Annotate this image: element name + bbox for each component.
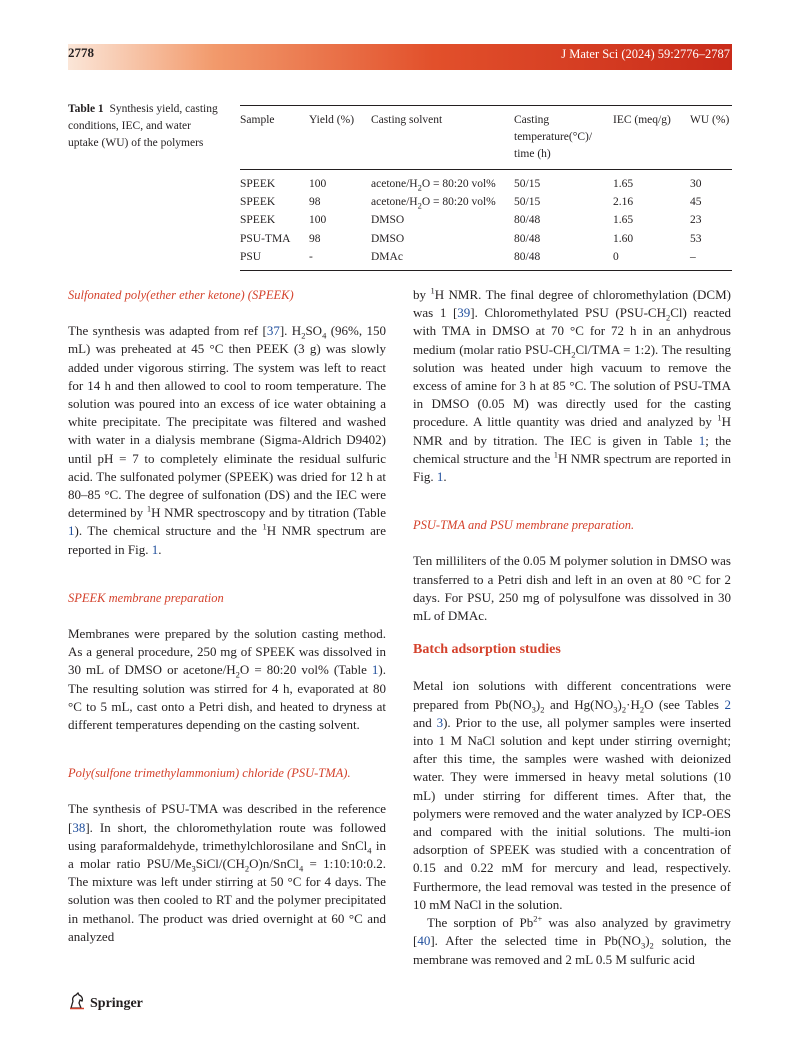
- left-column: [68, 286, 386, 946]
- table-row: [240, 193, 732, 211]
- paragraph-psu-tma: The synthesis of PSU-TMA was described in the reference [38]. In short, the chloromethylation route was followed using paraformaldehyde, trimethylchlorosilane and SnCl$_4$ in a molar ratio PSU/$Me_3SiCl/(CH_2O)n/SnCl_4$ = 1:10:10:0.2. The mixture was left under stirring at 50 °C for 4 days. The solution was then cooled to RT and the polymer precipitated in methanol. The product was dried overnight at 60 °C and analyzed: [68, 801, 386, 944]
- table-row: [240, 211, 732, 229]
- paragraph-speek-membrane: Membranes were prepared by the solution casting method. As a general procedure, 250 mg of SPEEK was dissolved in 30 mL of DMSO or acetone/$H_2O$ = 80:20 vol% (Table 1). The resulting solution was stirred for 4 h, evaporated at 80 °C to 5 mL, cast onto a Petri dish, and heated to dryness at different temperatures depending on the casting solvent.: [68, 626, 386, 733]
- table-cell: 1.65: [613, 178, 634, 190]
- table-cell: 98: [309, 196, 321, 209]
- paragraph-psu-membrane: Ten milliliters of the 0.05 M polymer solution in DMSO was transferred to a Petri dish and left in an oven at 80 °C for 2 days. For PSU, 250 mg of polysulfone was dissolved in 30 mL of DMAc.: [413, 553, 731, 624]
- table-cell: 100: [309, 214, 327, 227]
- table-cell: SPEEK: [240, 196, 276, 209]
- springer-horse-icon: [68, 992, 86, 1010]
- paragraph-speek: The synthesis was adapted from ref [37]. $H_2SO_4$ (96%, 150 mL) was preheated at 45 °C then PEEK (3 g) was slowly added under vigorous stirring. The system was left to react for 14 h and then allowed to cool to room temperature. The solution was poured into an excess of ice water obtaining a white precipitate. The precipitate was filtered and washed with water in a dialysis membrane (Sigma-Aldrich D9402) until pH = 7 to completely eliminate the residual sulfuric acid. The sulfonated polymer (SPEEK) was dried for 12 h at 80–85 °C. The degree of sulfonation (DS) and the IEC were determined by $^1$H NMR spectroscopy and by titration (Table 1). The chemical structure and the $^1$H NMR spectrum are reported in Fig. 1.: [68, 323, 386, 557]
- col-header: Yield (%): [309, 106, 371, 170]
- table-cell: 80/48: [514, 232, 541, 245]
- journal-citation: J Mater Sci (2024) 59:2776–2787: [561, 47, 730, 61]
- table-cell: 98: [309, 232, 321, 245]
- table-cell: 30: [690, 178, 702, 190]
- table-cell: -: [309, 248, 371, 271]
- table-cell: PSU: [240, 248, 309, 271]
- table-cell: 53: [690, 232, 702, 245]
- table-cell: 50/15: [514, 196, 541, 209]
- table-header-row: [240, 106, 732, 170]
- col-header: Casting solvent: [371, 106, 514, 170]
- subheading-speek-membrane: SPEEK membrane preparation: [68, 590, 224, 605]
- table-cell: 80/48: [514, 248, 613, 271]
- col-header: IEC (meq/g): [613, 106, 690, 170]
- table-caption-text: Synthesis yield, casting conditions, IEC, and water uptake (WU) of the polymers: [68, 103, 218, 149]
- table-cell: 100: [309, 178, 327, 190]
- page-number: 2778: [68, 45, 94, 60]
- table-body: [240, 170, 732, 271]
- subheading-psu-tma: Poly(sulfone trimethylammonium) chloride (PSU-TMA).: [68, 766, 351, 781]
- table-caption: [68, 101, 218, 152]
- table-cell: 50/15: [514, 178, 541, 190]
- table-cell: 45: [690, 196, 702, 209]
- table-cell: 80/48: [514, 214, 541, 227]
- table-cell: –: [690, 248, 732, 271]
- col-header: WU (%): [690, 106, 732, 170]
- section-heading-batch: Batch adsorption studies: [413, 642, 561, 658]
- publisher-name: Springer: [90, 996, 143, 1011]
- paragraph-sorption: The sorption of $Pb^{2+}$ was also analyzed by gravimetry [40]. After the selected time in $Pb(NO_3)_2$ solution, the membrane was removed and 2 mL 0.5 M sulfuric acid: [413, 913, 731, 967]
- table-row: [240, 230, 732, 248]
- table-cell: 1.60: [613, 232, 634, 245]
- table-cell: 1.65: [613, 214, 634, 227]
- table-cell: DMAc: [371, 248, 514, 271]
- table-row: [240, 248, 732, 271]
- table-cell: PSU-TMA: [240, 232, 291, 245]
- table-1: [240, 105, 732, 271]
- col-header: Sample: [240, 106, 309, 170]
- table-cell: DMSO: [371, 214, 405, 227]
- table-cell: DMSO: [371, 232, 405, 245]
- right-column: [413, 286, 731, 969]
- table-row: [240, 170, 732, 194]
- paragraph-batch: Metal ion solutions with different concentrations were prepared from $Pb(NO_3)_2$ and $Hg(NO_3)_2\cdot H_2O$ (see Tables 2 and 3). Prior to the use, all polymer samples were inserted into 1 M NaCl solution and kept under stirring overnight; after this time, the samples were washed with deionized water. They were immersed in heavy metal solutions (10 mL) under stirring for different times. After that, the polymers were removed and the water analyzed by ICP-OES and compared with the initial solutions. The multi-ion adsorption of SPEEK was studied with a concentration of 0.15 and 0.22 mM for mercury and lead, respectively. Furthermore, the lead removal was tested in the presence of 10 mM NaCl in the solution.: [413, 678, 732, 912]
- footer-publisher: [68, 992, 143, 1012]
- table-cell: SPEEK: [240, 214, 276, 227]
- subheading-psu-membrane: PSU-TMA and PSU membrane preparation.: [413, 518, 635, 533]
- subheading-speek: Sulfonated poly(ether ether ketone) (SPEEK): [68, 288, 294, 302]
- paragraph-psu-continued: by $^1$H NMR. The final degree of chloromethylation (DCM) was 1 [39]. Chloromethylated PSU $(PSU-CH_2Cl)$ reacted with TMA in DMSO at 70 °C for 72 h in an anhydrous medium (molar ratio PSU-$CH_2Cl$/TMA = 1:2). The resulting solution was heated under high vacuum to remove the excess of amine for 3 h at 85 °C. The solution of PSU-TMA in DMSO (0.05 M) was directly used for the casting procedure. A little quantity was dried and analyzed by $^1$H NMR and by titration. The IEC is given in Table 1; the chemical structure and the $^1$H NMR spectrum are reported in Fig. 1.: [413, 285, 732, 485]
- table-cell: 0: [613, 248, 690, 271]
- table-cell: 2.16: [613, 196, 634, 209]
- table-cell: 23: [690, 214, 702, 227]
- table-cell: SPEEK: [240, 178, 276, 190]
- table-cell: acetone/$H_2O$ = 80:20 vol%: [371, 178, 496, 193]
- table-label: Table 1: [68, 103, 104, 115]
- col-header: Casting temperature(°C)/ time (h): [514, 106, 613, 170]
- table-cell: acetone/$H_2O$ = 80:20 vol%: [371, 196, 496, 211]
